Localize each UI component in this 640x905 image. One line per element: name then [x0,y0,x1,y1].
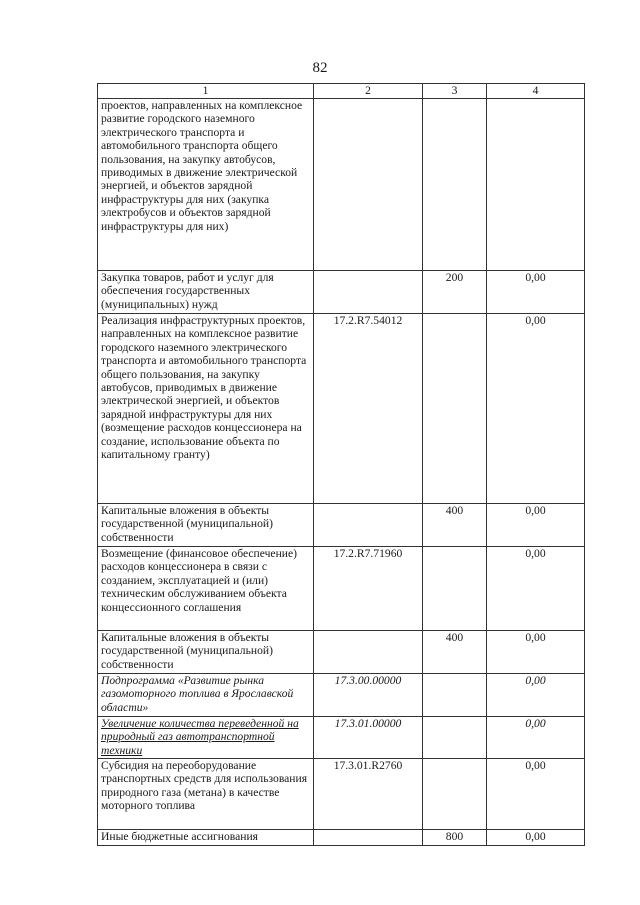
row-amount [487,99,585,271]
column-header-2: 2 [314,84,423,99]
row-name: Капитальные вложения в объекты государственной (муниципальной) собственности [98,631,314,674]
table-header-row [98,84,585,99]
row-code [314,830,423,846]
row-vr [423,99,487,271]
table-row [98,547,585,631]
table-row [98,631,585,674]
row-code: 17.3.01.R2760 [314,759,423,830]
table-row [98,314,585,504]
row-code [314,504,423,547]
table-row-measure [98,717,585,759]
row-amount: 0,00 [487,314,585,504]
row-amount: 0,00 [487,271,585,314]
row-vr [423,717,487,759]
row-vr [423,759,487,830]
row-code [314,99,423,271]
page-number: 82 [312,60,328,76]
row-amount: 0,00 [487,504,585,547]
budget-table [97,83,585,846]
row-code [314,631,423,674]
row-code: 17.3.01.00000 [314,717,423,759]
row-amount: 0,00 [487,830,585,846]
row-name: Капитальные вложения в объекты государственной (муниципальной) собственности [98,504,314,547]
row-vr [423,674,487,717]
row-code: 17.2.R7.54012 [314,314,423,504]
row-name: Возмещение (финансовое обеспечение) расходов концессионера в связи с созданием, эксплуатацией и (или) техническим обслуживанием объекта концессионного соглашения [98,547,314,631]
row-vr [423,314,487,504]
table-row [98,271,585,314]
row-vr: 800 [423,830,487,846]
column-header-3: 3 [423,84,487,99]
row-name: Увеличение количества переведенной на природный газ автотранспортной техники [98,717,314,759]
row-amount: 0,00 [487,674,585,717]
row-amount: 0,00 [487,717,585,759]
row-amount: 0,00 [487,547,585,631]
row-name: Подпрограмма «Развитие рынка газомоторного топлива в Ярославской области» [98,674,314,717]
row-name: Закупка товаров, работ и услуг для обеспечения государственных (муниципальных) нужд [98,271,314,314]
row-vr: 400 [423,631,487,674]
row-vr: 200 [423,271,487,314]
row-name: Субсидия на переоборудование транспортных средств для использования природного газа (метана) в качестве моторного топлива [98,759,314,830]
row-amount: 0,00 [487,759,585,830]
row-vr [423,547,487,631]
row-code: 17.2.R7.71960 [314,547,423,631]
table-row-subprogram [98,674,585,717]
row-name: проектов, направленных на комплексное развитие городского наземного электрического транспорта и автомобильного транспорта общего пользования, на закупку автобусов, приводимых в движение электрической энергией, и объектов зарядной инфраструктуры для них (закупка электробусов и объектов зарядной инфраструктуры для них) [98,99,314,271]
column-header-1: 1 [98,84,314,99]
row-vr: 400 [423,504,487,547]
row-amount: 0,00 [487,631,585,674]
table-row [98,759,585,830]
row-code [314,271,423,314]
row-name: Иные бюджетные ассигнования [98,830,314,846]
row-code: 17.3.00.00000 [314,674,423,717]
table-row [98,504,585,547]
table-row [98,830,585,846]
column-header-4: 4 [487,84,585,99]
row-name: Реализация инфраструктурных проектов, направленных на комплексное развитие городского наземного электрического транспорта и автомобильного транспорта общего пользования, на закупку автобусов, приводимых в движение электрической энергией, и объектов зарядной инфраструктуры для них (возмещение расходов концессионера на создание, использование объекта по капитальному гранту) [98,314,314,504]
table-row [98,99,585,271]
